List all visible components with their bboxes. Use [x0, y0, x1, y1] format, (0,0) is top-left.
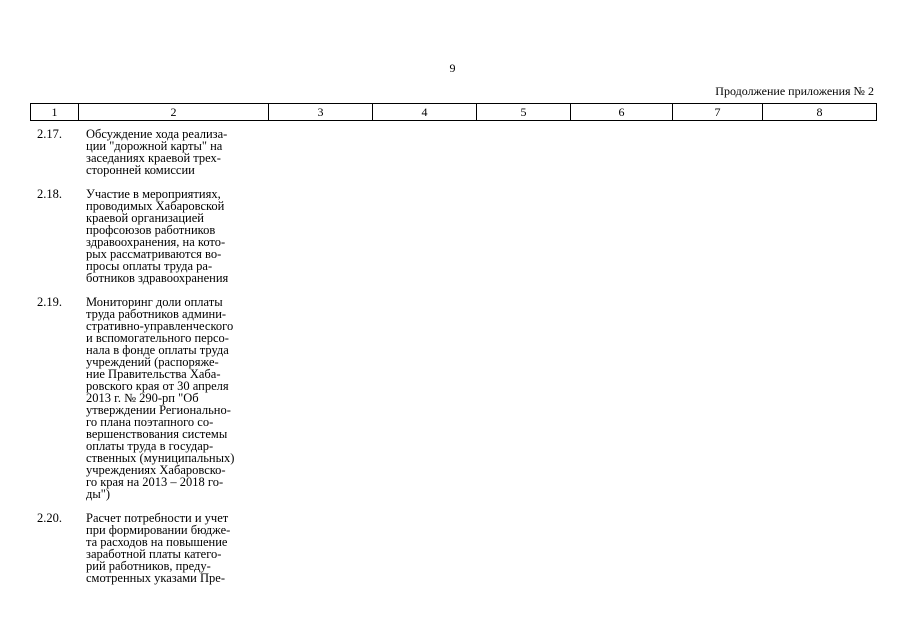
row-description: Обсуждение хода реализа- ции "дорожной карты" на заседаниях краевой трех- сторонней комиссии — [86, 127, 228, 177]
table-row — [30, 512, 330, 584]
page-number: 9 — [449, 61, 456, 75]
table-row — [30, 188, 330, 284]
table-body — [30, 128, 330, 596]
table-row — [30, 296, 330, 500]
column-header-cell: 6 — [571, 104, 673, 121]
column-header-row — [31, 104, 877, 121]
row-description: Участие в мероприятиях, проводимых Хабаровской краевой организацией профсоюзов работников здравоохранения, на кото- рых рассматриваются во- просы оплаты труда ра- ботников здравоохранения — [86, 187, 229, 285]
column-header-cell: 7 — [673, 104, 763, 121]
column-header-cell: 3 — [269, 104, 373, 121]
row-number: 2.18. — [37, 187, 62, 201]
row-number: 2.20. — [37, 511, 62, 525]
row-number: 2.17. — [37, 127, 62, 141]
column-header-table — [30, 103, 877, 121]
row-description: Мониторинг доли оплаты труда работников админи- стративно-управленческого и вспомогательного персо- нала в фонде оплаты труда учреждений (распоряже- ние Правительства Хаба- ровского края от 30 апреля 2013 г. № 290-рп "Об утверждении Регионально- го плана поэтапного со- вершенствования системы оплаты труда в государ- ственных (муниципальных) учреждениях Хабаровско- го края на 2013 – 2018 го- ды") — [86, 295, 235, 501]
column-header-cell: 8 — [763, 104, 877, 121]
row-number: 2.19. — [37, 295, 62, 309]
continuation-label: Продолжение приложения № 2 — [715, 84, 874, 98]
column-header-cell: 2 — [79, 104, 269, 121]
column-header-cell: 5 — [477, 104, 571, 121]
column-header-cell: 4 — [373, 104, 477, 121]
row-description: Расчет потребности и учет при формировании бюдже- та расходов на повышение заработной платы катего- рий работников, преду- смотренных указами Пре- — [86, 511, 231, 585]
column-header-cell: 1 — [31, 104, 79, 121]
table-row — [30, 128, 330, 176]
